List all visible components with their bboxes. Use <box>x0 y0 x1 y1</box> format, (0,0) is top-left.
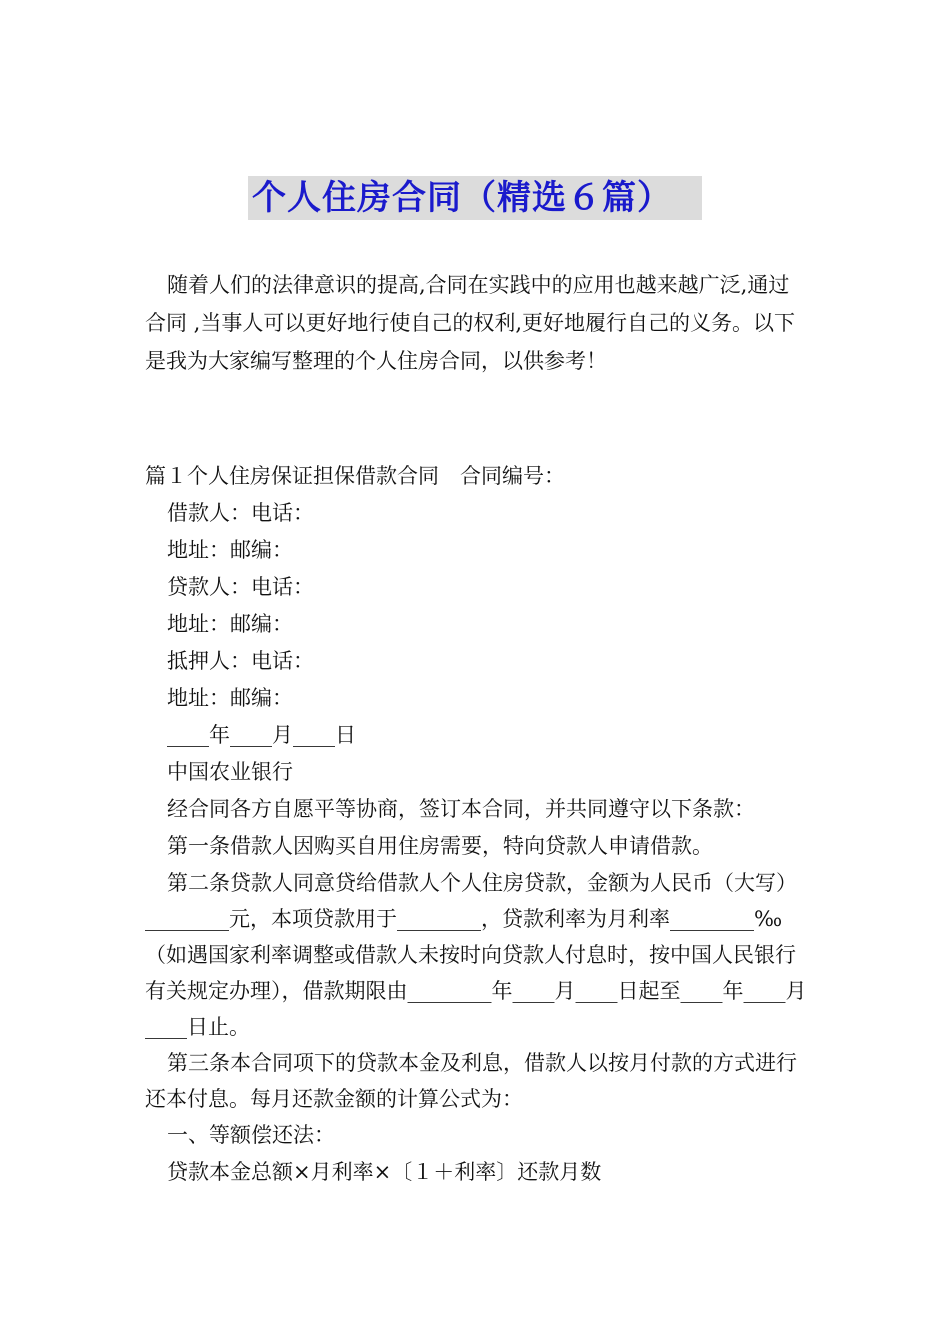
mortgagor-address-line: 地址：邮编： <box>167 686 293 710</box>
date-line: ____年____月____日 <box>167 723 356 747</box>
lender-line: 贷款人：电话： <box>167 575 314 599</box>
intro-paragraph: 随着人们的法律意识的提高,合同在实践中的应用也越来越广泛,通过合同 ,当事人可以更好地行使自己的权利,更好地履行自己的义务。以下是我为大家编写整理的个人住房合同，以供参考！ <box>145 273 796 373</box>
lender-address-line: 地址：邮编： <box>167 612 293 636</box>
repayment-method: 一、等额偿还法： <box>167 1123 335 1147</box>
article-1: 第一条借款人因购买自用住房需要，特向贷款人申请借款。 <box>167 834 713 858</box>
bank-name: 中国农业银行 <box>167 760 293 784</box>
borrower-line: 借款人：电话： <box>167 501 314 525</box>
article-3: 第三条本合同项下的贷款本金及利息，借款人以按月付款的方式进行还本付息。每月还款金额的计算公式为： <box>145 1051 797 1111</box>
mortgagor-line: 抵押人：电话： <box>167 649 314 673</box>
article-2: 第二条贷款人同意贷给借款人个人住房贷款，金额为人民币（大写）________元，本项贷款用于________，贷款利率为月利率________‰（如遇国家利率调整或借款人未按时向贷款人付息时，按中国人民银行有关规定办理），借款期限由________年____月____日起至____年____月____日止。 <box>145 871 807 1039</box>
agreement-line: 经合同各方自愿平等协商，签订本合同，并共同遵守以下条款： <box>167 797 755 821</box>
document-title: 个人住房合同（精选６篇） <box>248 176 702 220</box>
borrower-address-line: 地址：邮编： <box>167 538 293 562</box>
document-body <box>145 266 810 1191</box>
repayment-formula: 贷款本金总额×月利率×〔１＋利率〕还款月数 <box>167 1160 602 1184</box>
section-heading: 篇１个人住房保证担保借款合同 合同编号： <box>145 464 565 488</box>
title-wrapper <box>0 176 950 220</box>
